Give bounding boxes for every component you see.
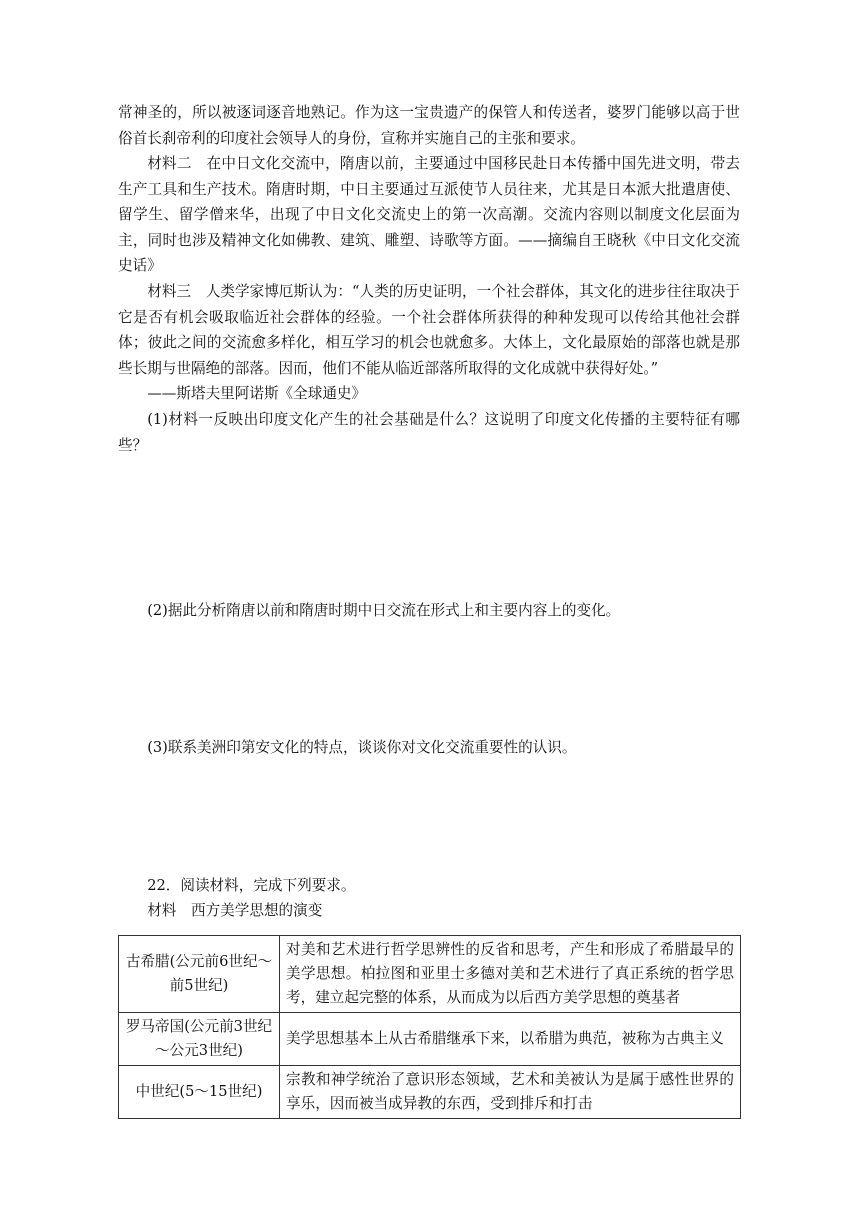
question-2: (2)据此分析隋唐以前和隋唐时期中日交流在形式上和主要内容上的变化。 xyxy=(147,602,621,619)
question-22-title: 22．阅读材料，完成下列要求。 xyxy=(147,877,356,894)
material-3-source: ——斯塔夫里阿诺斯《全球通史》 xyxy=(147,385,367,402)
question-1: (1)材料一反映出印度文化产生的社会基础是什么？这说明了印度文化传播的主要特征有哪些？ xyxy=(118,411,740,454)
material-2: 材料二 在中日文化交流中，隋唐以前，主要通过中国移民赴日本传播中国先进文明，带去生产工具和生产技术。隋唐时期，中日主要通过互派使节人员往来，尤其是日本派大批遣唐使、留学生、留学僧来华，出现了中日文化交流史上的第一次高潮。交流内容则以制度文化层面为主，同时也涉及精神文化如佛教、建筑、雕塑、诗歌等方面。——摘编自王晓秋《中日文化交流史话》 xyxy=(118,155,740,275)
description-cell: 宗教和神学统治了意识形态领域，艺术和美被认为是属于感性世界的享乐，因而被当成异教的东西，受到排斥和打击 xyxy=(280,1066,741,1119)
table-row xyxy=(119,936,741,1013)
table-row xyxy=(119,1066,741,1119)
question-22-material-label: 材料 西方美学思想的演变 xyxy=(147,902,323,919)
aesthetics-evolution-table xyxy=(118,935,741,1119)
question-3: (3)联系美洲印第安文化的特点，谈谈你对文化交流重要性的认识。 xyxy=(147,739,577,756)
era-cell: 中世纪(5～15世纪) xyxy=(119,1066,280,1119)
description-cell: 美学思想基本上从古希腊继承下来，以希腊为典范，被称为古典主义 xyxy=(280,1013,741,1066)
description-cell: 对美和艺术进行哲学思辨性的反省和思考，产生和形成了希腊最早的美学思想。柏拉图和亚里士多德对美和艺术进行了真正系统的哲学思考，建立起完整的体系，从而成为以后西方美学思想的奠基者 xyxy=(280,936,741,1013)
material-1-tail: 常神圣的，所以被逐词逐音地熟记。作为这一宝贵遗产的保管人和传送者，婆罗门能够以高于世俗首长刹帝利的印度社会领导人的身份，宣称并实施自己的主张和要求。 xyxy=(118,104,740,147)
material-3: 材料三 人类学家博厄斯认为：“人类的历史证明，一个社会群体，其文化的进步往往取决于它是否有机会吸取临近社会群体的经验。一个社会群体所获得的种种发现可以传给其他社会群体；彼此之间的交流愈多样化，相互学习的机会也就愈多。大体上，文化最原始的部落也就是那些长期与世隔绝的部落。因而，他们不能从临近部落所取得的文化成就中获得好处。” xyxy=(118,283,740,377)
era-cell: 古希腊(公元前6世纪～前5世纪) xyxy=(119,936,280,1013)
era-cell: 罗马帝国(公元前3世纪～公元3世纪) xyxy=(119,1013,280,1066)
table-row xyxy=(119,1013,741,1066)
